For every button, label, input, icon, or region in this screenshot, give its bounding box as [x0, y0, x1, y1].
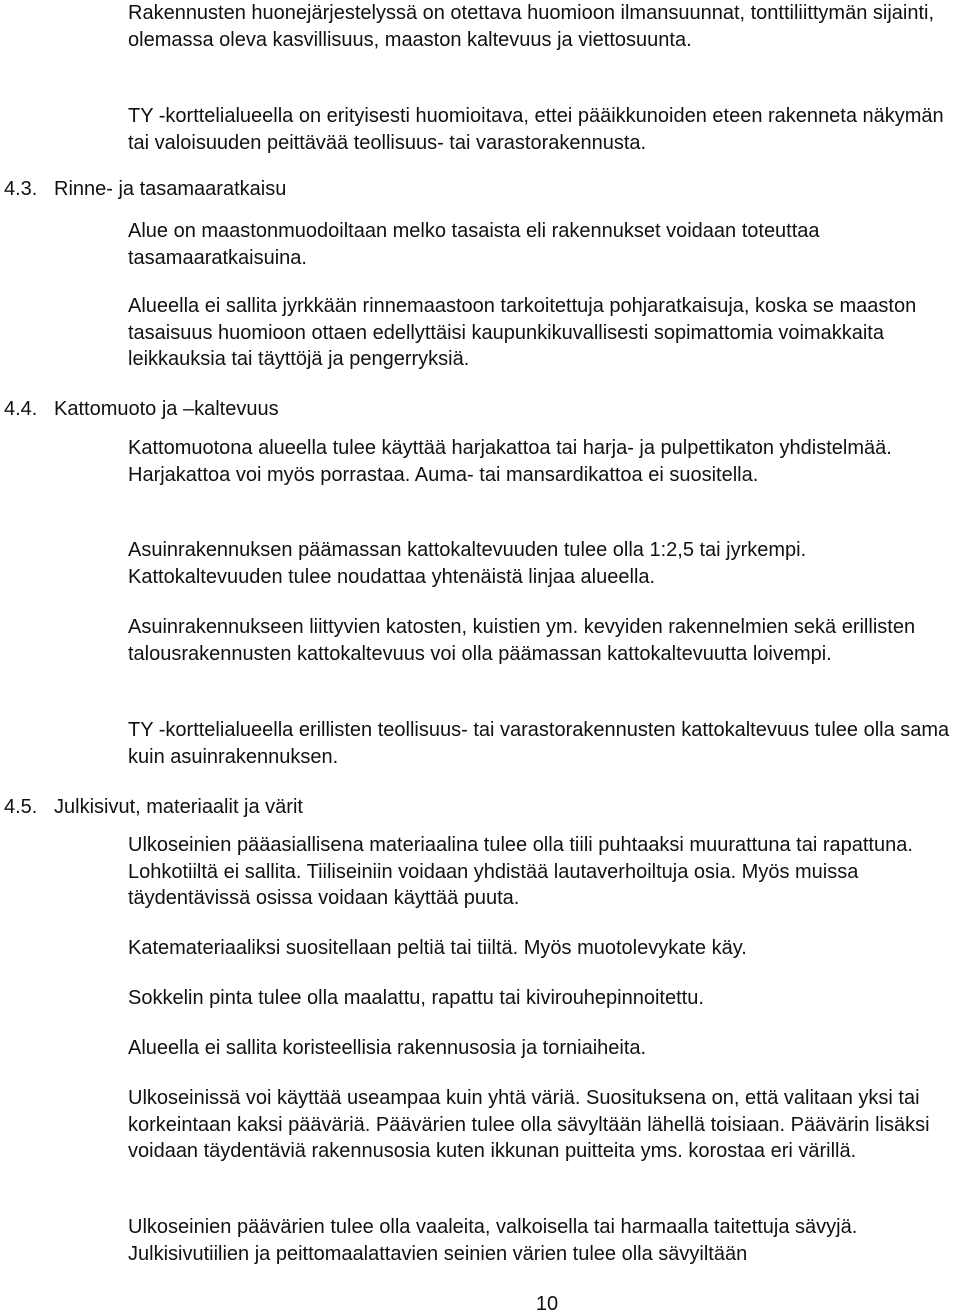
- paragraph-plinth: Sokkelin pinta tulee olla maalattu, rapattu tai kivirouhepinnoitettu.: [128, 987, 704, 1009]
- section-title: Kattomuoto ja –kaltevuus: [54, 398, 279, 420]
- paragraph-ornaments: Alueella ei sallita koristeellisia rakennusosia ja torniaiheita.: [128, 1037, 647, 1059]
- paragraph-ty-view: TY -korttelialueella on erityisesti huomioitava, ettei pääikkunoiden eteen rakenneta näkymän tai valoisuuden peittävää teollisuus- tai varastorakennusta.: [128, 105, 944, 154]
- section-number: 4.5.: [4, 796, 38, 818]
- paragraph-canopies: Asuinrakennukseen liittyvien katosten, kuistien ym. kevyiden rakennelmien sekä erillisten talousrakennusten kattokaltevuus voi olla päämassan kattokaltevuutta loivempi.: [128, 616, 916, 665]
- section-number: 4.4.: [4, 398, 38, 420]
- paragraph-roof-shape: Kattomuotona alueella tulee käyttää harjakattoa tai harja- ja pulpettikaton yhdistelmää. Harjakattoa voi myös porrastaa. Auma- tai mansardikattoa ei suositella.: [128, 437, 892, 486]
- page-number: 10: [535, 1293, 559, 1315]
- section-heading-4-5: [4, 794, 303, 821]
- section-title: Julkisivut, materiaalit ja värit: [54, 796, 303, 818]
- paragraph-wall-material: Ulkoseinien pääasiallisena materiaalina tulee olla tiili puhtaaksi muurattuna tai rapattuna. Lohkotiiltä ei sallita. Tiiliseiniin voidaan yhdistää lautaverhoiltuja osia. Myös muissa täydentävissä osissa voidaan käyttää puuta.: [128, 834, 913, 909]
- paragraph-ty-roof: TY -korttelialueella erillisten teollisuus- tai varastorakennusten kattokaltevuus tulee olla sama kuin asuinrakennuksen.: [128, 719, 950, 768]
- section-number: 4.3.: [4, 178, 38, 200]
- section-heading-4-4: [4, 396, 279, 423]
- paragraph-flat-terrain: Alue on maastonmuodoiltaan melko tasaista eli rakennukset voidaan toteuttaa tasamaaratkaisuina.: [128, 220, 820, 269]
- paragraph-roofing-material: Katemateriaaliksi suositellaan peltiä tai tiiltä. Myös muotolevykate käy.: [128, 937, 747, 959]
- paragraph-layout-considerations: Rakennusten huonejärjestelyssä on otettava huomioon ilmansuunnat, tonttiliittymän sijainti, olemassa oleva kasvillisuus, maaston kaltevuus ja viettosuunta.: [128, 2, 935, 51]
- section-title: Rinne- ja tasamaaratkaisu: [54, 178, 287, 200]
- paragraph-colors: Ulkoseinissä voi käyttää useampaa kuin yhtä väriä. Suosituksena on, että valitaan yksi tai korkeintaan kaksi pääväriä. Päävärien tulee olla sävyltään lähellä toisiaan. Päävärin lisäksi voidaan täydentäviä rakennusosia kuten ikkunan puitteita yms. korostaa eri värillä.: [128, 1087, 930, 1162]
- paragraph-slope-solutions: Alueella ei sallita jyrkkään rinnemaastoon tarkoitettuja pohjaratkaisuja, koska se maaston tasaisuus huomioon ottaen edellyttäisi kaupunkikuvallisesti sopimattomia voimakkaita leikkauksia tai täyttöjä ja pengerryksiä.: [128, 295, 917, 370]
- paragraph-main-colors: Ulkoseinien päävärien tulee olla vaaleita, valkoisella tai harmaalla taitettuja sävyjä. Julkisivutiilien ja peittomaalattavien seinien värien tulee olla sävyiltään: [128, 1216, 858, 1265]
- section-heading-4-3: [4, 176, 286, 203]
- paragraph-roof-pitch: Asuinrakennuksen päämassan kattokaltevuuden tulee olla 1:2,5 tai jyrkempi. Kattokaltevuuden tulee noudattaa yhtenäistä linjaa alueella.: [128, 539, 807, 588]
